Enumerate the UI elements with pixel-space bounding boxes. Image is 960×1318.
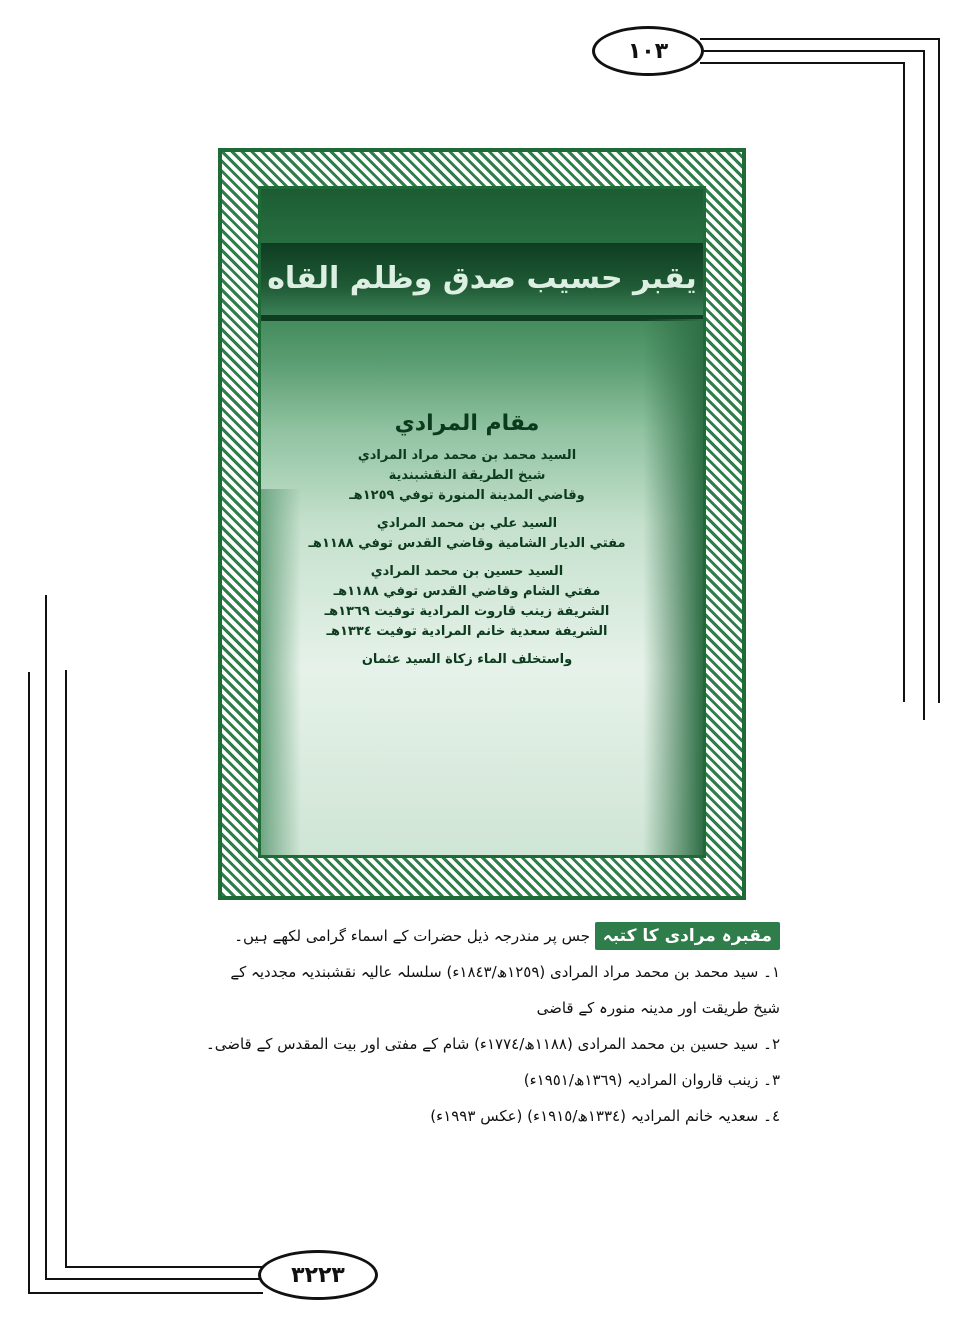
frame-line-top-1	[700, 38, 940, 40]
inscription-line: وقاضي المدينة المنورة توفي ١٢٥٩هـ	[349, 488, 585, 503]
frame-line-left-1	[28, 672, 30, 1294]
inscription-line: واستخلف الماء زكاة السيد عثمان	[361, 652, 573, 667]
page-number-bottom-text: ٣٢٢٣	[291, 1262, 345, 1288]
caption-intro-line	[234, 918, 780, 954]
inscription-line: السيد محمد بن محمد مراد المرادي	[357, 448, 577, 463]
caption-item: ٣۔ زینب قاروان المرادیہ (١٣٦٩ھ/١٩٥١ء)	[523, 1071, 780, 1089]
caption-item: ٤۔ سعدیہ خانم المرادیہ (١٣٣٤ھ/١٩١٥ء) (عکس ١٩٩٣ء)	[430, 1107, 780, 1125]
page-number-bottom	[258, 1250, 378, 1300]
caption-highlight: مقبرہ مرادی کا کتبہ	[595, 922, 780, 950]
page-number-top	[592, 26, 704, 76]
inscription-line: الشريفة سعدية خانم المرادية توفيت ١٣٣٤هـ	[326, 624, 608, 639]
frame-line-right-3	[903, 62, 905, 702]
inscription-line: الشريفة زينب قاروت المرادية توفيت ١٣٦٩هـ	[324, 604, 610, 619]
frame-line-top-3	[700, 62, 905, 64]
photo-inner	[258, 186, 706, 858]
frame-line-bottom-1	[28, 1292, 263, 1294]
caption-item: ١۔ سید محمد بن محمد مراد المرادی (١٢٥٩ھ/١٨٤٣ء) سلسلہ عالیہ نقشبندیہ مجددیہ کے	[230, 963, 780, 981]
inscription-line: السيد علي بن محمد المرادي	[376, 516, 558, 531]
caption-item: ٢۔ سید حسین بن محمد المرادی (١١٨٨ھ/١٧٧٤ء) شام کے مفتی اور بیت المقدس کے قاضی۔	[205, 1035, 780, 1053]
caption-item: شیخ طریقت اور مدینہ منورہ کے قاضی	[536, 999, 780, 1017]
frame-line-left-3	[65, 670, 67, 1268]
tomb-band-text: يقبر حسيب صدق وظلم القاه	[267, 261, 697, 296]
left-wall-shade	[261, 489, 301, 858]
inscription-title: مقام المرادي	[394, 411, 540, 436]
frame-line-bottom-2	[45, 1278, 263, 1280]
frame-line-left-2	[45, 595, 47, 1280]
caption-intro: جس پر مندرجہ ذیل حضرات کے اسماء گرامی لکھے ہیں۔	[234, 927, 590, 945]
frame-line-bottom-3	[65, 1266, 263, 1268]
right-wall-shade	[643, 319, 703, 858]
inscription-block	[301, 411, 633, 670]
inscription-gap	[301, 554, 633, 562]
caption	[205, 918, 780, 1134]
inscription-line: مفتي الديار الشامية وقاضي القدس توفي ١١٨٨هـ	[308, 536, 626, 551]
tomb-inscription-photo	[218, 148, 746, 900]
page-number-top-text: ١٠٣	[627, 38, 669, 64]
frame-line-right-2	[923, 50, 925, 720]
inscription-gap	[301, 506, 633, 514]
frame-line-right-1	[938, 38, 940, 703]
inscription-line: السيد حسين بن محمد المرادي	[370, 564, 564, 579]
frame-line-top-2	[700, 50, 925, 52]
inscription-line: مفتي الشام وقاضي القدس توفي ١١٨٨هـ	[333, 584, 601, 599]
tomb-ledge	[261, 315, 703, 321]
inscription-line: شيخ الطريقة النقشبندية	[388, 468, 546, 483]
inscription-gap	[301, 642, 633, 650]
